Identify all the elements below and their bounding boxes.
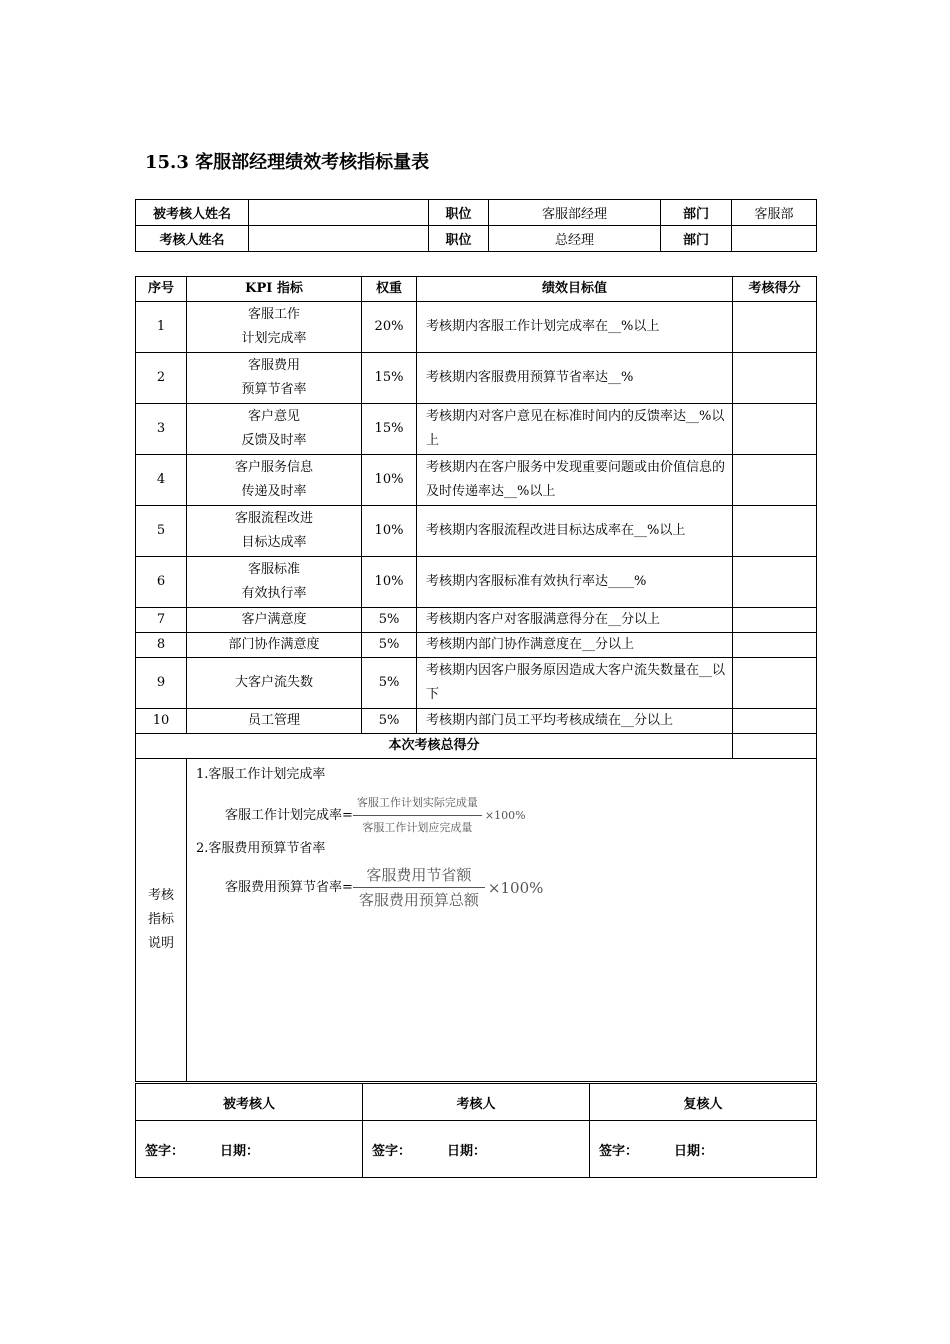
sig-cell-appraiser[interactable] — [363, 1121, 590, 1178]
date-label: 日期： — [674, 1143, 714, 1159]
appraiser-position-label: 职位 — [429, 226, 489, 252]
notes-row — [136, 759, 817, 1082]
formula1-denominator: 客服工作计划应完成量 — [362, 821, 473, 834]
signature-table — [135, 1083, 817, 1178]
kpi-name-line1: 客户满意度 — [241, 612, 307, 627]
sig-header-reviewer: 复核人 — [590, 1084, 817, 1121]
kpi-no: 9 — [136, 658, 187, 709]
kpi-name-line1: 客服标准 — [247, 562, 300, 577]
kpi-no: 2 — [136, 353, 187, 404]
signature-header-row — [136, 1084, 817, 1121]
kpi-target: 考核期内对客户意见在标准时间内的反馈率达__%以上 — [417, 404, 733, 455]
kpi-name-line1: 客服费用 — [247, 358, 300, 373]
appraiser-dept-label: 部门 — [661, 226, 732, 252]
notes-label-text: 考核 指标 说明 — [147, 888, 174, 951]
note-item2-title: 2.客服费用预算节省率 — [196, 841, 326, 856]
kpi-row — [136, 404, 817, 455]
kpi-score-field[interactable] — [733, 608, 817, 633]
kpi-weight: 5% — [362, 658, 417, 709]
appraiser-dept-value — [732, 226, 817, 252]
appraisee-name-field[interactable] — [249, 200, 429, 226]
kpi-header-row — [136, 277, 817, 302]
date-label: 日期： — [220, 1143, 260, 1159]
kpi-score-field[interactable] — [733, 302, 817, 353]
formula1-fraction — [353, 791, 482, 840]
kpi-name — [187, 302, 362, 353]
kpi-weight: 5% — [362, 608, 417, 633]
kpi-name-line1: 客服工作 — [247, 307, 300, 322]
kpi-no: 10 — [136, 709, 187, 734]
appraisee-dept-value: 客服部 — [732, 200, 817, 226]
header-no: 序号 — [136, 277, 187, 302]
kpi-row — [136, 633, 817, 658]
appraisee-position-label: 职位 — [429, 200, 489, 226]
kpi-row — [136, 608, 817, 633]
notes-label — [136, 759, 187, 1082]
kpi-weight: 5% — [362, 633, 417, 658]
kpi-row — [136, 658, 817, 709]
kpi-weight: 10% — [362, 506, 417, 557]
kpi-name-line1: 客服流程改进 — [234, 511, 313, 526]
kpi-score-field[interactable] — [733, 658, 817, 709]
kpi-row — [136, 302, 817, 353]
header-target: 绩效目标值 — [417, 277, 733, 302]
kpi-no: 6 — [136, 557, 187, 608]
signature-row — [136, 1121, 817, 1178]
kpi-target: 考核期内客服标准有效执行率达____% — [417, 557, 733, 608]
kpi-weight: 15% — [362, 404, 417, 455]
kpi-no: 1 — [136, 302, 187, 353]
appraisee-name-label: 被考核人姓名 — [136, 200, 249, 226]
formula2-multiplier: ×100% — [487, 878, 544, 897]
header-weight: 权重 — [362, 277, 417, 302]
kpi-name-line2: 传递及时率 — [241, 484, 307, 499]
kpi-name-line1: 部门协作满意度 — [228, 637, 320, 652]
note-item1-formula — [225, 791, 526, 840]
formula1-label: 客服工作计划完成率= — [225, 807, 353, 823]
kpi-no: 7 — [136, 608, 187, 633]
kpi-score-field[interactable] — [733, 506, 817, 557]
note-item2-formula — [225, 863, 543, 912]
kpi-name-line1: 客户意见 — [247, 409, 300, 424]
sig-cell-reviewer[interactable] — [590, 1121, 817, 1178]
sig-header-appraiser: 考核人 — [363, 1084, 590, 1121]
kpi-weight: 10% — [362, 455, 417, 506]
kpi-score-field[interactable] — [733, 404, 817, 455]
sign-label: 签字： — [145, 1143, 185, 1159]
sign-label: 签字： — [372, 1143, 412, 1159]
kpi-target: 考核期内部门协作满意度在__分以上 — [417, 633, 733, 658]
kpi-name-line1: 客户服务信息 — [234, 460, 313, 475]
total-row — [136, 734, 817, 759]
kpi-name — [187, 633, 362, 658]
kpi-target: 考核期内客服费用预算节省率达__% — [417, 353, 733, 404]
kpi-target: 考核期内部门员工平均考核成绩在__分以上 — [417, 709, 733, 734]
total-score-field[interactable] — [733, 734, 817, 759]
kpi-table — [135, 276, 817, 1082]
kpi-score-field[interactable] — [733, 353, 817, 404]
formula1-numerator: 客服工作计划实际完成量 — [356, 796, 478, 809]
notes-content — [187, 759, 817, 1082]
kpi-name — [187, 455, 362, 506]
kpi-row — [136, 557, 817, 608]
kpi-target: 考核期内客服流程改进目标达成率在__%以上 — [417, 506, 733, 557]
kpi-target: 考核期内客户对客服满意得分在__分以上 — [417, 608, 733, 633]
header-kpi: KPI 指标 — [187, 277, 362, 302]
header-score: 考核得分 — [733, 277, 817, 302]
kpi-row — [136, 455, 817, 506]
kpi-score-field[interactable] — [733, 557, 817, 608]
kpi-name — [187, 608, 362, 633]
kpi-name-line2: 计划完成率 — [241, 331, 307, 346]
formula2-fraction — [353, 863, 485, 912]
kpi-name — [187, 709, 362, 734]
kpi-row — [136, 506, 817, 557]
kpi-name-line2: 目标达成率 — [241, 535, 307, 550]
formula2-label: 客服费用预算节省率= — [225, 879, 353, 895]
kpi-name-line2: 反馈及时率 — [241, 433, 307, 448]
appraisee-position-value: 客服部经理 — [489, 200, 661, 226]
kpi-name-line2: 预算节省率 — [241, 382, 307, 397]
sig-cell-appraisee[interactable] — [136, 1121, 363, 1178]
kpi-score-field[interactable] — [733, 709, 817, 734]
note-item1-title: 1.客服工作计划完成率 — [196, 767, 326, 782]
sign-label: 签字： — [599, 1143, 639, 1159]
appraisee-dept-label: 部门 — [661, 200, 732, 226]
kpi-score-field[interactable] — [733, 455, 817, 506]
kpi-no: 8 — [136, 633, 187, 658]
kpi-name — [187, 404, 362, 455]
date-label: 日期： — [447, 1143, 487, 1159]
info-table — [135, 199, 817, 252]
formula1-multiplier: ×100% — [484, 808, 526, 822]
total-label: 本次考核总得分 — [136, 734, 733, 759]
appraiser-position-value: 总经理 — [489, 226, 661, 252]
appraiser-name-field[interactable] — [249, 226, 429, 252]
kpi-weight: 10% — [362, 557, 417, 608]
kpi-no: 5 — [136, 506, 187, 557]
kpi-no: 3 — [136, 404, 187, 455]
kpi-name — [187, 658, 362, 709]
kpi-target: 考核期内因客户服务原因造成大客户流失数量在__以下 — [417, 658, 733, 709]
kpi-score-field[interactable] — [733, 633, 817, 658]
kpi-name — [187, 506, 362, 557]
kpi-name — [187, 353, 362, 404]
kpi-name-line2: 有效执行率 — [241, 586, 307, 601]
kpi-row — [136, 709, 817, 734]
formula2-numerator: 客服费用节省额 — [366, 866, 472, 884]
kpi-target: 考核期内在客户服务中发现重要问题或由价值信息的及时传递率达__%以上 — [417, 455, 733, 506]
kpi-name-line1: 员工管理 — [247, 713, 300, 728]
kpi-no: 4 — [136, 455, 187, 506]
info-row-appraiser — [136, 226, 817, 252]
kpi-weight: 5% — [362, 709, 417, 734]
appraiser-name-label: 考核人姓名 — [136, 226, 249, 252]
kpi-name — [187, 557, 362, 608]
info-row-appraisee — [136, 200, 817, 226]
kpi-weight: 20% — [362, 302, 417, 353]
formula2-denominator: 客服费用预算总额 — [358, 891, 479, 909]
kpi-target: 考核期内客服工作计划完成率在__%以上 — [417, 302, 733, 353]
kpi-name-line1: 大客户流失数 — [234, 675, 313, 690]
kpi-weight: 15% — [362, 353, 417, 404]
sig-header-appraisee: 被考核人 — [136, 1084, 363, 1121]
page-title: 15.3 客服部经理绩效考核指标量表 — [145, 152, 430, 173]
kpi-row — [136, 353, 817, 404]
